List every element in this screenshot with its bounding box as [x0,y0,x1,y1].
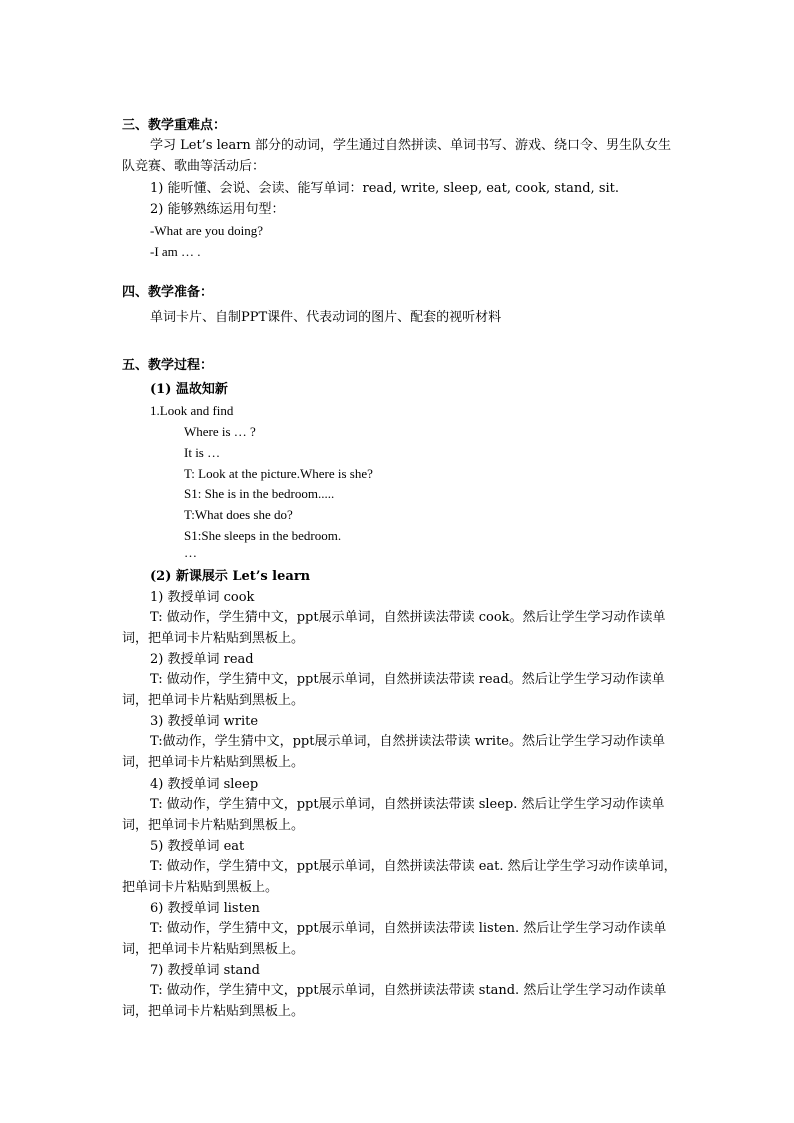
dialog-line: S1: She is in the bedroom..... [184,486,335,501]
step-body: T: 做动作，学生猜中文，ppt展示单词，自然拼读法带读 read。然后让学生学习动作读单词，把单词卡片粘贴到黑板上。 [122,672,665,708]
dialog-line: T:What does she do? [184,507,293,522]
section3-paragraph: 学习 Let’s learn 部分的动词，学生通过自然拼读、单词书写、游戏、绕口令、男生队女生队竞赛、歌曲等活动后： [122,138,671,174]
dialog-line: Where is … ? [184,424,256,439]
step-body: T:做动作，学生猜中文，ppt展示单词，自然拼读法带读 write。然后让学生学习动作读单词，把单词卡片粘贴到黑板上。 [122,734,666,770]
subsection-heading-1: (1) 温故知新 [150,382,228,397]
dialog-line: It is … [184,445,221,460]
step-title: 7) 教授单词 stand [150,963,260,978]
dialog-line: … [184,545,197,560]
section-heading-5: 五、教学过程： [122,358,214,373]
step-title: 5) 教授单词 eat [150,839,245,854]
step-body: T: 做动作，学生猜中文，ppt展示单词，自然拼读法带读 stand. 然后让学生学习动作读单词，把单词卡片粘贴到黑板上。 [122,983,667,1019]
step-body: T: 做动作，学生猜中文，ppt展示单词，自然拼读法带读 eat. 然后让学生学习动作读单词，把单词卡片粘贴到黑板上。 [122,859,677,895]
step-body: T: 做动作，学生猜中文，ppt展示单词，自然拼读法带读 listen. 然后让学生学习动作读单词，把单词卡片粘贴到黑板上。 [122,921,667,957]
dialog-line: S1:She sleeps in the bedroom. [184,528,342,543]
step-title: 4) 教授单词 sleep [150,777,259,792]
sentence-pattern-answer: -I am … . [150,244,201,259]
subsection-heading-2: (2) 新课展示 Let’s learn [150,569,311,584]
section4-paragraph: 单词卡片、自制PPT课件、代表动词的图片、配套的视听材料 [150,310,502,325]
step-body: T: 做动作，学生猜中文，ppt展示单词，自然拼读法带读 cook。然后让学生学习动作读单词，把单词卡片粘贴到黑板上。 [122,610,666,646]
step-title: 6) 教授单词 listen [150,901,260,916]
section3-item-1: 1) 能听懂、会说、会读、能写单词：read, write, sleep, eat, cook, stand, sit. [150,181,620,196]
step-title: 3) 教授单词 write [150,714,259,729]
activity-title: 1.Look and find [150,403,234,418]
step-body: T: 做动作，学生猜中文，ppt展示单词，自然拼读法带读 sleep. 然后让学生学习动作读单词，把单词卡片粘贴到黑板上。 [122,797,665,833]
step-title: 1) 教授单词 cook [150,590,255,605]
sentence-pattern-question: -What are you doing? [150,223,263,238]
step-title: 2) 教授单词 read [150,652,254,667]
dialog-line: T: Look at the picture.Where is she? [184,466,373,481]
section-heading-4: 四、教学准备： [122,285,214,300]
section-heading-3: 三、教学重难点： [122,118,227,133]
section3-item-2: 2) 能够熟练运用句型： [150,202,285,217]
